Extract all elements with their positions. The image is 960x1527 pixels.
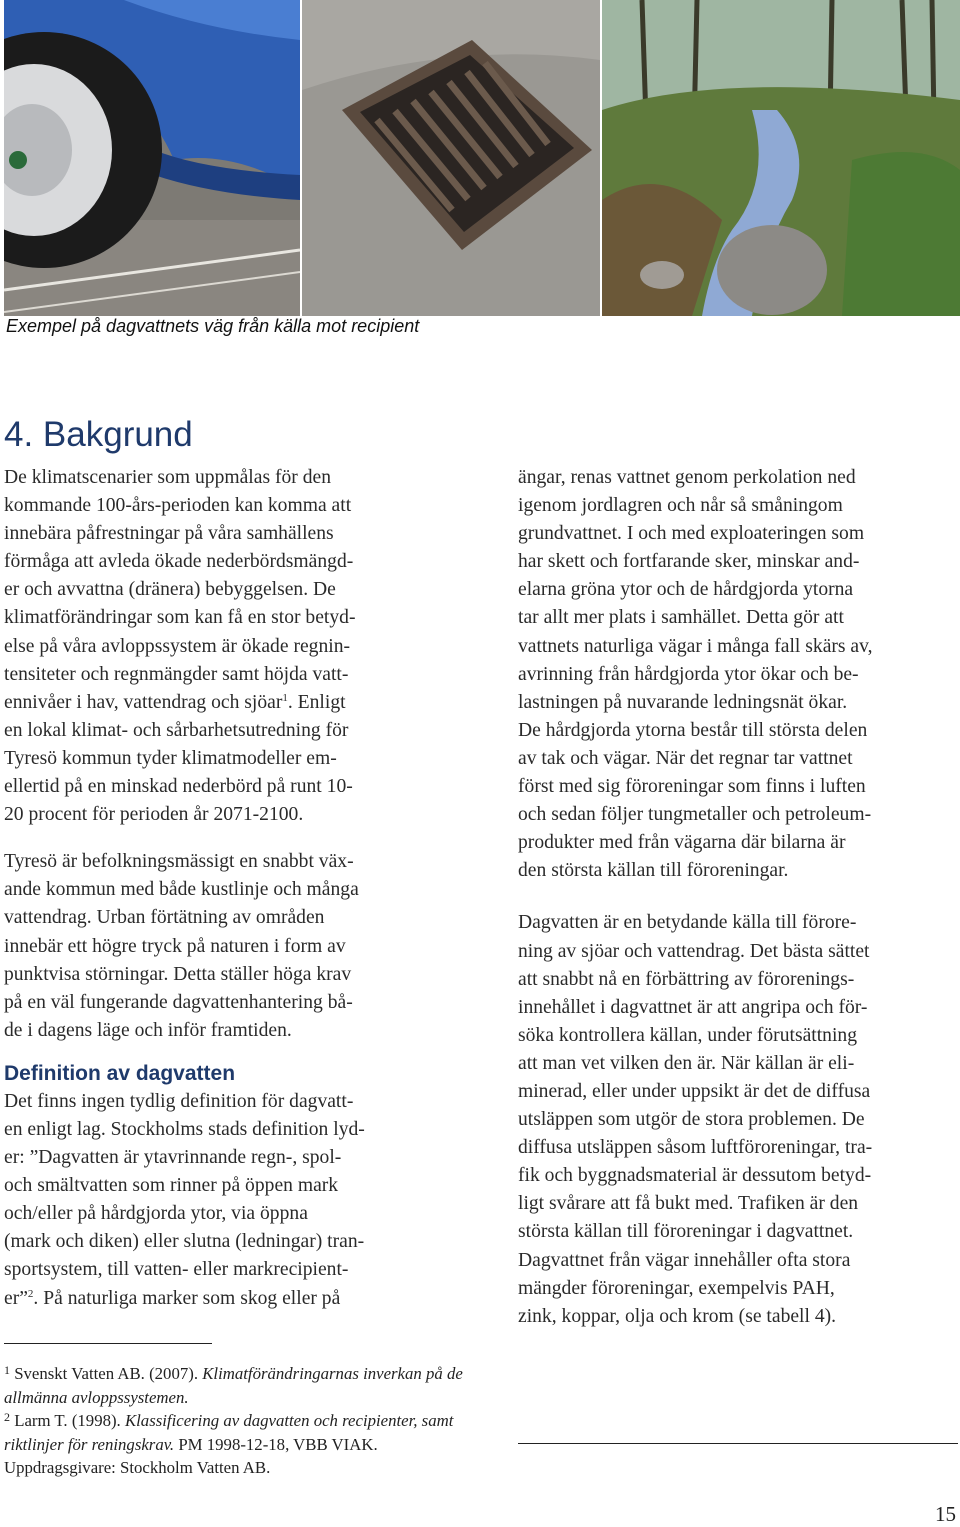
section-heading: 4. Bakgrund <box>4 415 193 455</box>
car-wheel-photo <box>4 0 300 316</box>
paragraph-text: . Enligt en lokal klimat- och sårbarhetsutredning för Tyresö kommun tyder klimatmodeller em- ellertid på en minskad nederbörd på runt 10- 20 procent för perioden år 2071-2100. <box>4 691 353 826</box>
paragraph <box>4 464 452 829</box>
forest-stream-photo <box>602 0 960 316</box>
paragraph: Tyresö är befolkningsmässigt en snabbt väx- ande kommun med både kustlinje och många vattendrag. Urban förtätning av områden innebär ett högre tryck på naturen i form av punktvisa störningar. Detta ställer höga krav på en väl fungerande dagvattenhantering bå- de i dagens läge och inför framtiden. <box>4 851 359 1041</box>
footnote-ref: 2 <box>27 1287 34 1300</box>
storm-drain-grate-photo <box>302 0 600 316</box>
column-divider <box>518 1443 958 1444</box>
photo-strip <box>4 0 960 316</box>
footnote-divider <box>4 1343 212 1344</box>
figure-caption: Exempel på dagvattnets väg från källa mot recipient <box>6 316 420 336</box>
subheading: Definition av dagvatten <box>4 1061 236 1085</box>
page-number: 15 <box>935 1502 956 1526</box>
left-column <box>4 464 452 1313</box>
footnotes <box>4 1362 464 1480</box>
right-column <box>518 464 958 1331</box>
footnote-2: $^2$ Larm T. (1998). Klassificering av dagvatten och recipienter, samt riktlinjer för reningskrav. PM 1998-12-18, VBB VIAK. Uppdragsgivare: Stockholm Vatten AB. <box>4 1410 454 1478</box>
paragraph <box>4 1088 452 1313</box>
paragraph-text: De klimatscenarier som uppmålas för den kommande 100-års-perioden kan komma att innebära påfrestningar på våra samhällens förmåga att avleda ökade nederbördsmängd- er och avvattna (dränera) bebyggelsen. De klimatförändringar som kan få en stor betyd- else på våra avloppssystem är ökade regnin- tensiteter och regnmängder samt höjda vatt- ennivåer i hav, vattendrag och sjöar <box>4 467 356 713</box>
paragraph-text: Det finns ingen tydlig definition för dagvatt- en enligt lag. Stockholms stads definition lyd- er: ”Dagvatten är ytavrinnande regn-, spol- och smältvatten som rinner på öppen mark och/eller på hårdgjorda ytor, via öppna (mark och diken) eller slutna (ledningar) tran- sportsystem, till vatten- eller markrecipient- er” <box>4 1090 365 1309</box>
paragraph-text: . På naturliga marker som skog eller på <box>33 1287 341 1309</box>
footnote-ref: 1 <box>282 691 288 704</box>
paragraph: ängar, renas vattnet genom perkolation ned igenom jordlagren och når så småningom grundvattnet. I och med exploateringen som har skett och fortfarande sker, minskar and- elarna gröna ytor och de hårdgjorda ytorna tar allt mer plats i samhället. Detta gör att vattnets naturliga vägar i många fall skärs av, avrinning från hårdgjorda ytor ökar och be- lastningen på nuvarande ledningsnät ökar. De hårdgjorda ytorna består till största delen av tak och vägar. När det regnar tar vattnet först med sig föroreningar som finns i luften och sedan följer tungmetaller och petroleum- produkter med från vägarna där bilarna är den största källan till föroreningar. <box>518 467 873 882</box>
footnote-1: $^1$ Svenskt Vatten AB. (2007). Klimatförändringarnas inverkan på de allmänna avloppssystemen. <box>4 1363 463 1407</box>
paragraph: Dagvatten är en betydande källa till förore- ning av sjöar och vattendrag. Det bästa sättet att snabbt nå en förbättring av förorenings- innehållet i dagvattnet är att angripa och för- söka kontrollera källan, under förutsättning att man vet vilken den är. När källan är eli- minerad, eller under uppsikt är det de diffusa utsläppen som utgör de stora problemen. De diffusa utsläppen såsom luftföroreningar, tra- fik och byggnadsmaterial är dessutom betyd- ligt svårare att få bukt med. Trafiken är den största källan till föroreningar i dagvattnet. Dagvattnet från vägar innehåller ofta stora mängder föroreningar, exempelvis PAH, zink, koppar, olja och krom (se tabell 4). <box>518 912 873 1327</box>
